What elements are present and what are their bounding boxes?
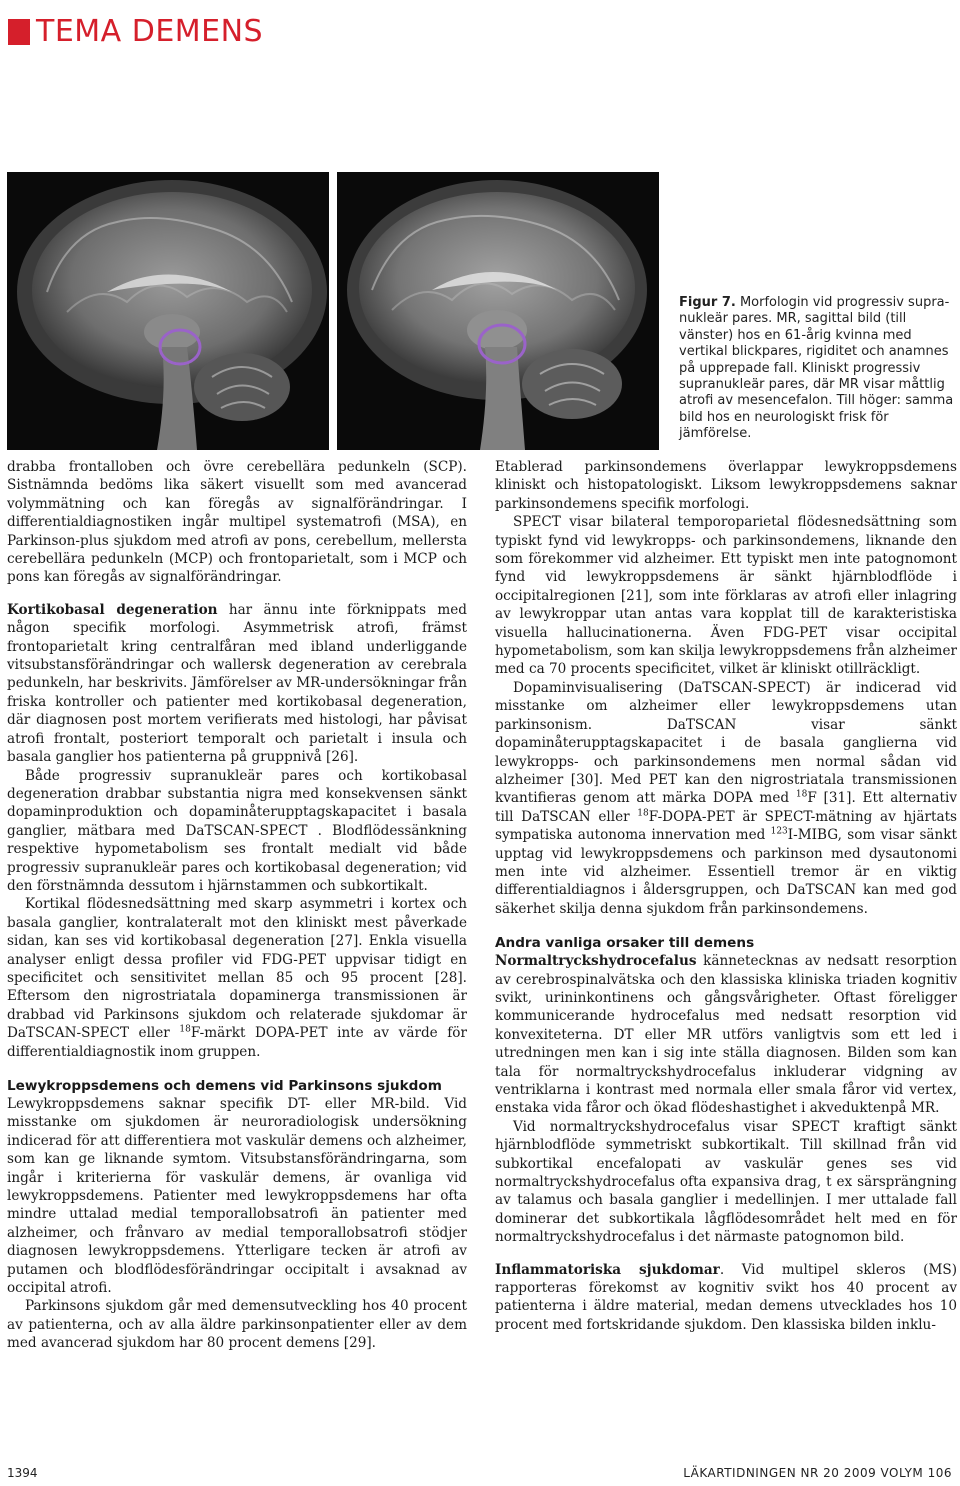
left-paragraph-2 (7, 601, 467, 767)
heading-lewykropp: Lewykroppsdemens och demens vid Parkinsons sjukdom (7, 1078, 442, 1094)
right-paragraph-4-text: kännetecknas av nedsatt resorption av cerebrospinalvätska och den klassiska kliniska triaden kognitiv svikt, urininkontinens och gångsvårigheter. Oftast föreligger kommunicerande hydrocefalus med nedsatt resorption vid konvexiteterna. DT eller MR utförs vanligtvis som ett led i utredningen men kan i sig inte ställa diagnosen. Bilden som kan tala för normaltryckshydrocefalus inkluderar vidgning av ventriklarna i kontrast med normala eller smala fåror vid vertex, enstaka vida fåror och ökad flödeshastighet i akveduktenpå MR. (495, 953, 957, 1117)
left-paragraph-6: Parkinsons sjukdom går med demensutveckling hos 40 procent av patienterna, och av alla äldre parkinsonpatienter eller av dem med avancerad sjukdom har 80 procent demens [29]. (7, 1298, 467, 1352)
right-p3-sup2: 18 (637, 808, 649, 819)
heading-andra-orsaker: Andra vanliga orsaker till demens (495, 935, 755, 952)
right-p3-a: Dopaminvisualisering (DaTSCAN-SPECT) är indicerad vid misstanke om alzheimer eller lewykroppsdemens utan parkinsonism. DaTSCAN visar sänkt dopaminåterupptagskapacitet i de basala ganglierna vid lewykropps- och parkinsondemens men normal sådan vid alzheimer [30]. Med PET kan den nigrostriatala transmissionen kvantifieras genom att märka DOPA med (495, 679, 957, 807)
right-p3-b: F [31]. Ett alternativ till DaTSCAN eller (495, 790, 957, 825)
mri-right-graphic (337, 172, 659, 450)
left-paragraph-1: drabba frontalloben och övre cerebellära pedunkeln (SCP). Sistnämnda bedöms lika säkert visuellt som med avancerad volymmätning och kan föregås av signalförändringar. I differentialdiagnostiken ingår multipel systematrofi (MSA), en Parkinson-plus sjukdom med atrofi av pons, cerebellum, mellersta cerebellära pedunkeln (MCP) och frontoparietalt, som i MCP och pons kan föregås av signalförändringar. (7, 459, 467, 586)
right-column (495, 458, 957, 1334)
right-paragraph-6-text: . Vid multipel skleros (MS) rapporteras förekomst av kognitiv svikt hos 40 procent av patienterna i äldre material, medan demens utvecklades hos 10 procent med fortskridande sjukdom. Den klassiska bilden inklu- (495, 1261, 957, 1333)
mri-left-graphic (7, 172, 329, 450)
right-paragraph-6 (495, 1261, 957, 1335)
lead-inflammatoriska: Inflammatoriska sjukdomar (495, 1261, 720, 1278)
lead-kortikobasal: Kortikobasal degeneration (7, 601, 218, 618)
right-paragraph-4 (495, 952, 957, 1118)
left-paragraph-3: Både progressiv supranukleär pares och kortikobasal degeneration drabbar substantia nigra med konsekvensen sänkt dopaminproduktion och dopaminåterupptagskapacitet i basala ganglier, mätbara med DaTSCAN-SPECT . Blodflödessänkning respektive hypometabolism ses frontalt medialt vid både progressiv supranukleär pares och kortikobasal degeneration; vid den förstnämnda dessutom i hjärnstammen och subkortikalt. (7, 767, 467, 894)
right-p3-sup1: 18 (795, 789, 808, 800)
caption-text: Morfologin vid progressiv supranukleär pares. MR, sagittal bild (till vänster) hos en 61-årig kvinna med vertikal blickpares, rigiditet och anamnes på upprepade fall. Kliniskt progressiv supranukleär pares, där MR visar måttlig atrofi av mesencefalon. Till höger: samma bild hos en neurologiskt frisk för jämförelse. (679, 295, 954, 442)
left-p4-sup: 18 (179, 1024, 191, 1035)
right-paragraph-5: Vid normaltryckshydrocefalus visar SPECT kraftigt sänkt hjärnblodflöde symmetriskt subkortikalt. Till skillnad från vid subkortikal encefalopati av vaskulär genes ses vid normaltryckshydrocefalus ofta expansiva drag, t ex särsprängning av talamus och basala ganglier i medellinjen. I mer uttalade fall dominerar det subkortikala lågflödesområdet helt med en för normaltryckshydrocefalus i det närmaste patognomon bild. (495, 1118, 957, 1246)
journal-footer: LÄKARTIDNINGEN NR 20 2009 VOLYM 106 (683, 1466, 952, 1480)
section-title: TEMA DEMENS (36, 14, 264, 49)
caption-label: Figur 7. (679, 295, 736, 310)
figure-caption (679, 295, 955, 443)
right-p3-d: I-MIBG, som visar sänkt upptag vid lewykroppsdemens och parkinson med dysautonomi men inte vid alzheimer. Essentiell tremor är en viktig differentialdiagnos i åldersgruppen, och DaTSCAN kan med god säkerhet skilja denna sjukdom från parkinsondemens. (495, 827, 957, 917)
left-paragraph-4 (7, 895, 467, 1061)
header-red-square (8, 19, 30, 45)
right-paragraph-1: Etablerad parkinsondemens överlappar lewykroppsdemens kliniskt och histopatologiskt. Liksom lewykroppsdemens saknar parkinsondemens specifik morfologi. (495, 459, 957, 512)
right-paragraph-2: SPECT visar bilateral temporoparietal flödesnedsättning som typiskt fynd vid lewykropps- och parkinsondemens, liknande den som förekommer vid alzheimer. Ett typiskt men inte patognomont fynd vid lewykroppsdemens är sänkt hjärnblodflöde i occipitalregionen [21], som inte förklaras av atrofi eller inlagring av lewykroppar utan antas vara kopplat till de karakteristiska visuella hallucinationerna. Även FDG-PET visar occipital hypometabolism, som kan skilja lewykroppsdemens från alzheimer med ca 70 procents specificitet, vilket är kliniskt otillräckligt. (495, 514, 957, 678)
mri-image-right (337, 172, 659, 450)
mri-image-left (7, 172, 329, 450)
page-number: 1394 (7, 1466, 38, 1480)
left-paragraph-2-text: har ännu inte förknippats med någon specifik morfologi. Asymmetrisk atrofi, främst frontoparietalt kring centralfåran med ibland underliggande vitsubstansförändringar och wallersk degeneration av cerebrala pedunkeln, har beskrivits. Jämförelser av MR-undersökningar från friska kontroller och patienter med kortikobasal degeneration, där diagnosen post mortem verifierats med histologi, har påvisat atrofi frontalt, posteriort temporalt och parietalt i insula och basala ganglier hos patienterna på gruppnivå [26]. (7, 601, 467, 766)
right-paragraph-3 (495, 679, 957, 918)
left-p4-a: Kortikal flödesnedsättning med skarp asymmetri i kortex och basala ganglier, kontralateralt mot den kliniskt mest påverkade sidan, kan ses vid kortikobasal degeneration [27]. Enkla visuella analyser enligt dessa profiler vid FDG-PET uppvisar tidigt en specificitet och sensitivitet mellan 85 och 95 procent [28]. Eftersom den nigrostriatala dopaminerga transmissionen är drabbad vid Parkinsons sjukdom och relaterade sjukdomar är DaTSCAN-SPECT eller (7, 896, 467, 1042)
left-paragraph-5: Lewykroppsdemens saknar specifik DT- eller MR-bild. Vid misstanke om sjukdomen är neuroradiologisk undersökning indicerad för att differentiera mot vaskulär demens och alzheimer, som kan ge liknande symtom. Vitsubstansförändringarna, som ingår i kriterierna för vaskulär demens, är ovanliga vid lewykroppsdemens. Patienter med lewykroppsdemens har ofta mindre uttalad medial temporallobsatrofi än patienter med alzheimer, och frånvaro av medial temporallobsatrofi stödjer diagnosen lewykroppsdemens. Ytterligare tecken är atrofi av putamen och blodflödesförändringar occipitalt i avsaknad av occipital atrofi. (7, 1096, 467, 1297)
lead-normaltryck: Normaltryckshydrocefalus (495, 953, 697, 970)
section-header (8, 14, 263, 49)
left-p4-b: F-märkt DOPA-PET inte av värde för differentialdiagnostik inom gruppen. (7, 1025, 467, 1060)
right-p3-sup3: 123 (770, 826, 788, 837)
right-p3-c: F-DOPA-PET är SPECT-mätning av hjärtats sympatiska autonoma innervation med (495, 808, 958, 844)
left-column (7, 458, 467, 1353)
